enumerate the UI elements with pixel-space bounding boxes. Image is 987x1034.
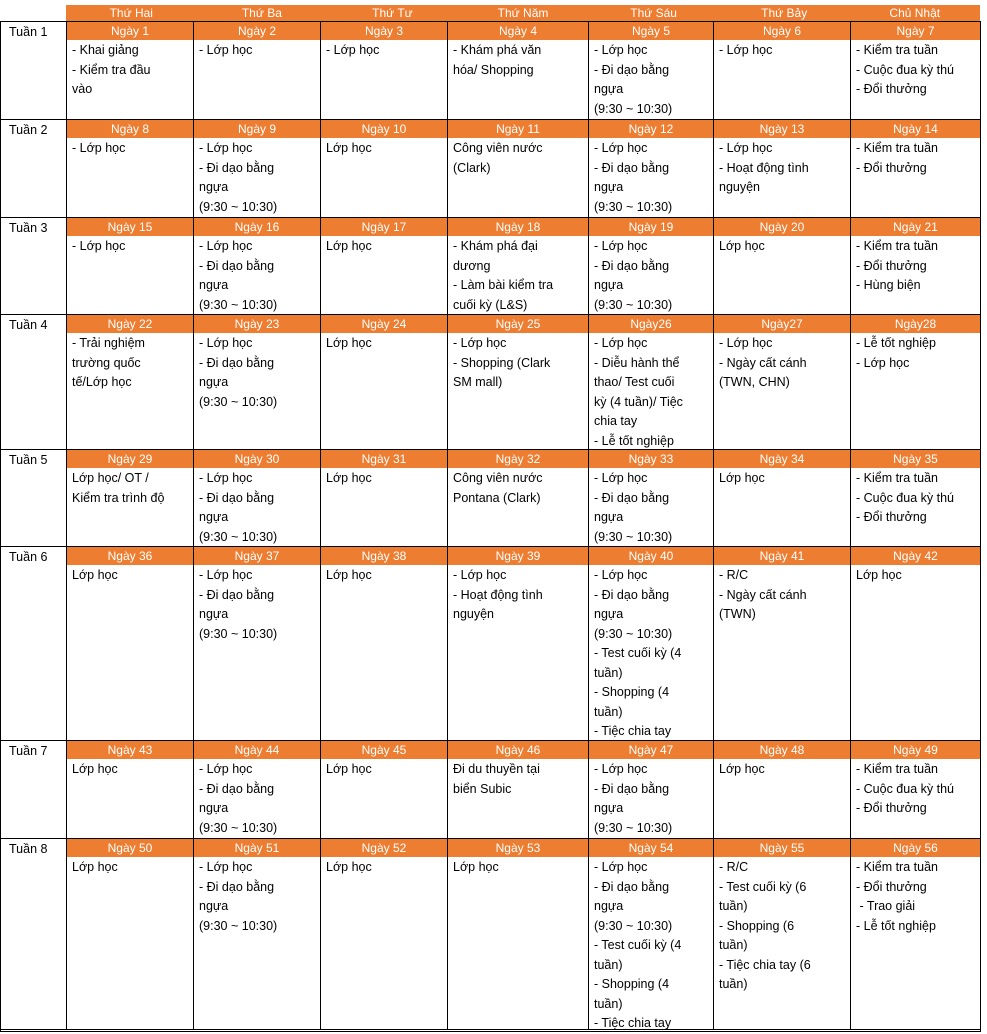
day-activities: Lớp học [719,471,765,485]
day-title: Ngày 35 [851,450,980,468]
day-cell [714,839,851,1029]
day-title: Ngày 8 [67,120,193,138]
day-cell [321,22,448,119]
day-cell [194,315,321,449]
day-cell [67,120,194,217]
day-cell [589,120,714,217]
day-title: Ngày 36 [67,547,193,565]
day-activities: - Lớp học - Ngày cất cánh (TWN, CHN) [719,336,807,389]
weekday-header: Thứ Năm [497,6,549,20]
day-title: Ngày26 [589,315,713,333]
day-cell [321,315,448,449]
day-activities: Lớp học [326,860,372,874]
day-title: Ngày 10 [321,120,447,138]
day-title: Ngày 11 [448,120,588,138]
day-activities: - Lớp học - Diễu hành thể thao/ Test cuối kỳ (4 tuần)/ Tiệc chia tay - Lễ tốt nghiệp [594,336,683,448]
day-activities: - Khám phá đại dương - Làm bài kiểm tra cuối kỳ (L&S) [453,239,554,312]
day-cell [194,741,321,838]
day-activities: - Kiểm tra tuần - Đổi thưởng - Trao giải - Lễ tốt nghiệp [856,860,938,933]
day-title: Ngày 21 [851,218,980,236]
day-title: Ngày28 [851,315,980,333]
day-cell [589,839,714,1029]
day-activities: - Lớp học - Đi dạo bằng ngựa (9:30 ~ 10:30) [199,860,278,933]
weekday-header: Chủ Nhật [889,6,941,20]
day-activities: - Lớp học [719,43,773,57]
day-activities: - Khai giảng - Kiểm tra đầu vào [72,43,151,96]
week-label: Tuần 4 [1,315,67,449]
day-title: Ngày 46 [448,741,588,759]
week-label: Tuần 5 [1,450,67,546]
day-title: Ngày 50 [67,839,193,857]
day-activities: - Kiểm tra tuần - Đổi thưởng [856,141,938,175]
day-cell [589,218,714,314]
day-activities: - Lớp học - Đi dạo bằng ngựa (9:30 ~ 10:30) [199,568,278,641]
day-cell [67,839,194,1029]
day-title: Ngày 49 [851,741,980,759]
day-cell [321,741,448,838]
day-activities: - Lớp học - Hoạt động tình nguyện [719,141,809,194]
day-activities: - Lớp học - Đi dạo bằng ngựa (9:30 ~ 10:30) [594,471,673,544]
day-activities: Công viên nước Pontana (Clark) [453,471,543,505]
day-activities: - R/C - Test cuối kỳ (6 tuần) - Shopping (6 tuần) - Tiệc chia tay (6 tuần) [719,860,811,991]
day-activities: - R/C - Ngày cất cánh (TWN) [719,568,807,621]
week-row [1,547,980,741]
day-activities: - Trải nghiệm trường quốc tế/Lớp học [72,336,145,389]
day-cell [321,218,448,314]
day-title: Ngày 53 [448,839,588,857]
day-activities: - Lớp học - Shopping (Clark SM mall) [453,336,551,389]
day-activities: Đi du thuyền tại biển Subic [453,762,540,796]
day-cell [448,218,589,314]
weekday-header: Thứ Bảy [761,6,808,20]
day-cell [714,22,851,119]
day-cell [714,218,851,314]
day-title: Ngày 13 [714,120,850,138]
day-cell [851,547,980,740]
day-cell [67,741,194,838]
day-cell [589,741,714,838]
day-cell [67,22,194,119]
day-activities: - Lớp học - Đi dạo bằng ngựa (9:30 ~ 10:30) [594,43,673,116]
day-cell [714,547,851,740]
day-title: Ngày 54 [589,839,713,857]
day-cell [448,315,589,449]
week-row [1,450,980,547]
day-title: Ngày 48 [714,741,850,759]
day-title: Ngày 22 [67,315,193,333]
day-activities: Lớp học [72,568,118,582]
day-cell [321,120,448,217]
day-cell [714,450,851,546]
day-activities: - Kiểm tra tuần - Cuộc đua kỳ thú - Đổi thưởng [856,762,954,815]
day-title: Ngày 33 [589,450,713,468]
day-cell [448,839,589,1029]
day-cell [321,450,448,546]
day-title: Ngày 29 [67,450,193,468]
day-cell [851,315,980,449]
day-title: Ngày 40 [589,547,713,565]
week-label: Tuần 6 [1,547,67,740]
day-cell [851,741,980,838]
day-activities: - Kiểm tra tuần - Cuộc đua kỳ thú - Đổi thưởng [856,43,954,96]
day-title: Ngày 15 [67,218,193,236]
weekday-header: Thứ Tư [372,6,413,20]
day-activities: Lớp học [72,860,118,874]
day-title: Ngày 30 [194,450,320,468]
day-cell [851,450,980,546]
week-row [1,839,980,1030]
day-title: Ngày 9 [194,120,320,138]
day-activities: Lớp học [326,141,372,155]
day-cell [67,547,194,740]
day-title: Ngày 5 [589,22,713,40]
day-title: Ngày 47 [589,741,713,759]
day-cell [714,120,851,217]
day-activities: - Lớp học - Đi dạo bằng ngựa (9:30 ~ 10:30) [594,141,673,214]
day-cell [67,450,194,546]
day-activities: - Lớp học - Đi dạo bằng ngựa (9:30 ~ 10:30) [199,239,278,312]
day-title: Ngày 25 [448,315,588,333]
day-activities: - Kiểm tra tuần - Cuộc đua kỳ thú - Đổi thưởng [856,471,954,524]
day-activities: Lớp học [326,239,372,253]
day-cell [194,120,321,217]
week-label: Tuần 1 [1,22,67,119]
week-label: Tuần 3 [1,218,67,314]
day-title: Ngày 14 [851,120,980,138]
day-cell [194,839,321,1029]
day-activities: Lớp học [453,860,499,874]
week-label: Tuần 7 [1,741,67,838]
day-activities: - Lớp học - Đi dạo bằng ngựa (9:30 ~ 10:30) [594,239,673,312]
day-cell [714,315,851,449]
day-activities: Lớp học/ OT / Kiểm tra trình độ [72,471,165,505]
day-activities: - Lớp học [199,43,253,57]
week-row [1,218,980,315]
day-cell [851,120,980,217]
day-activities: - Lớp học - Hoạt động tình nguyện [453,568,543,621]
day-activities: Lớp học [856,568,902,582]
day-cell [448,741,589,838]
day-title: Ngày 52 [321,839,447,857]
day-activities: - Lớp học - Đi dạo bằng ngựa (9:30 ~ 10:30) [199,762,278,835]
weekday-header-row [66,5,980,21]
day-activities: - Lớp học [72,239,126,253]
day-activities: - Lớp học - Đi dạo bằng ngựa (9:30 ~ 10:30) [199,471,278,544]
day-title: Ngày 6 [714,22,850,40]
day-cell [448,450,589,546]
day-cell [194,450,321,546]
day-activities: - Lớp học - Đi dạo bằng ngựa (9:30 ~ 10:30) [594,762,673,835]
day-activities: Lớp học [326,336,372,350]
day-cell [589,22,714,119]
day-title: Ngày 23 [194,315,320,333]
day-title: Ngày 12 [589,120,713,138]
day-activities: - Lớp học [326,43,380,57]
day-title: Ngày 2 [194,22,320,40]
day-title: Ngày 42 [851,547,980,565]
day-title: Ngày 19 [589,218,713,236]
day-activities: Lớp học [326,568,372,582]
day-title: Ngày 56 [851,839,980,857]
day-title: Ngày 34 [714,450,850,468]
day-title: Ngày 51 [194,839,320,857]
day-cell [194,218,321,314]
day-title: Ngày 16 [194,218,320,236]
week-row [1,22,980,120]
day-title: Ngày 45 [321,741,447,759]
day-title: Ngày 55 [714,839,850,857]
week-row [1,741,980,839]
day-cell [321,839,448,1029]
day-title: Ngày 31 [321,450,447,468]
day-title: Ngày 44 [194,741,320,759]
day-title: Ngày 38 [321,547,447,565]
day-cell [67,218,194,314]
day-title: Ngày 43 [67,741,193,759]
day-cell [589,450,714,546]
day-title: Ngày 37 [194,547,320,565]
day-cell [67,315,194,449]
day-cell [448,547,589,740]
day-title: Ngày 18 [448,218,588,236]
day-cell [851,218,980,314]
weekday-header: Thứ Hai [109,6,153,20]
weekday-header: Thứ Sáu [630,6,677,20]
day-cell [448,22,589,119]
day-activities: - Lớp học - Đi dạo bằng ngựa (9:30 ~ 10:30) [199,141,278,214]
day-activities: Công viên nước (Clark) [453,141,543,175]
day-cell [589,547,714,740]
day-title: Ngày27 [714,315,850,333]
day-activities: - Khám phá văn hóa/ Shopping [453,43,542,77]
schedule-grid [0,21,981,1032]
day-title: Ngày 39 [448,547,588,565]
week-row [1,315,980,450]
week-label: Tuần 2 [1,120,67,217]
day-activities: Lớp học [719,239,765,253]
day-title: Ngày 3 [321,22,447,40]
day-activities: - Lớp học - Đi dạo bằng ngựa (9:30 ~ 10:30) - Test cuối kỳ (4 tuần) - Shopping (4 tuần) - Tiệc chia tay [594,860,682,1030]
day-cell [194,547,321,740]
day-activities: Lớp học [719,762,765,776]
day-activities: - Lớp học [72,141,126,155]
day-title: Ngày 24 [321,315,447,333]
day-title: Ngày 7 [851,22,980,40]
day-cell [321,547,448,740]
day-activities: Lớp học [326,762,372,776]
day-title: Ngày 41 [714,547,850,565]
day-cell [851,22,980,119]
day-title: Ngày 20 [714,218,850,236]
day-cell [851,839,980,1029]
day-activities: - Lớp học - Đi dạo bằng ngựa (9:30 ~ 10:30) - Test cuối kỳ (4 tuần) - Shopping (4 tuần) - Tiệc chia tay [594,568,682,738]
day-title: Ngày 4 [448,22,588,40]
day-cell [448,120,589,217]
day-activities: - Kiểm tra tuần - Đổi thưởng - Hùng biện [856,239,938,292]
day-activities: - Lễ tốt nghiệp - Lớp học [856,336,936,370]
day-cell [194,22,321,119]
day-title: Ngày 17 [321,218,447,236]
day-activities: - Lớp học - Đi dạo bằng ngựa (9:30 ~ 10:30) [199,336,278,409]
week-label: Tuần 8 [1,839,67,1029]
day-cell [589,315,714,449]
weekday-header: Thứ Ba [241,6,282,20]
day-activities: Lớp học [326,471,372,485]
week-row [1,120,980,218]
day-cell [714,741,851,838]
day-title: Ngày 1 [67,22,193,40]
day-activities: Lớp học [72,762,118,776]
day-title: Ngày 32 [448,450,588,468]
